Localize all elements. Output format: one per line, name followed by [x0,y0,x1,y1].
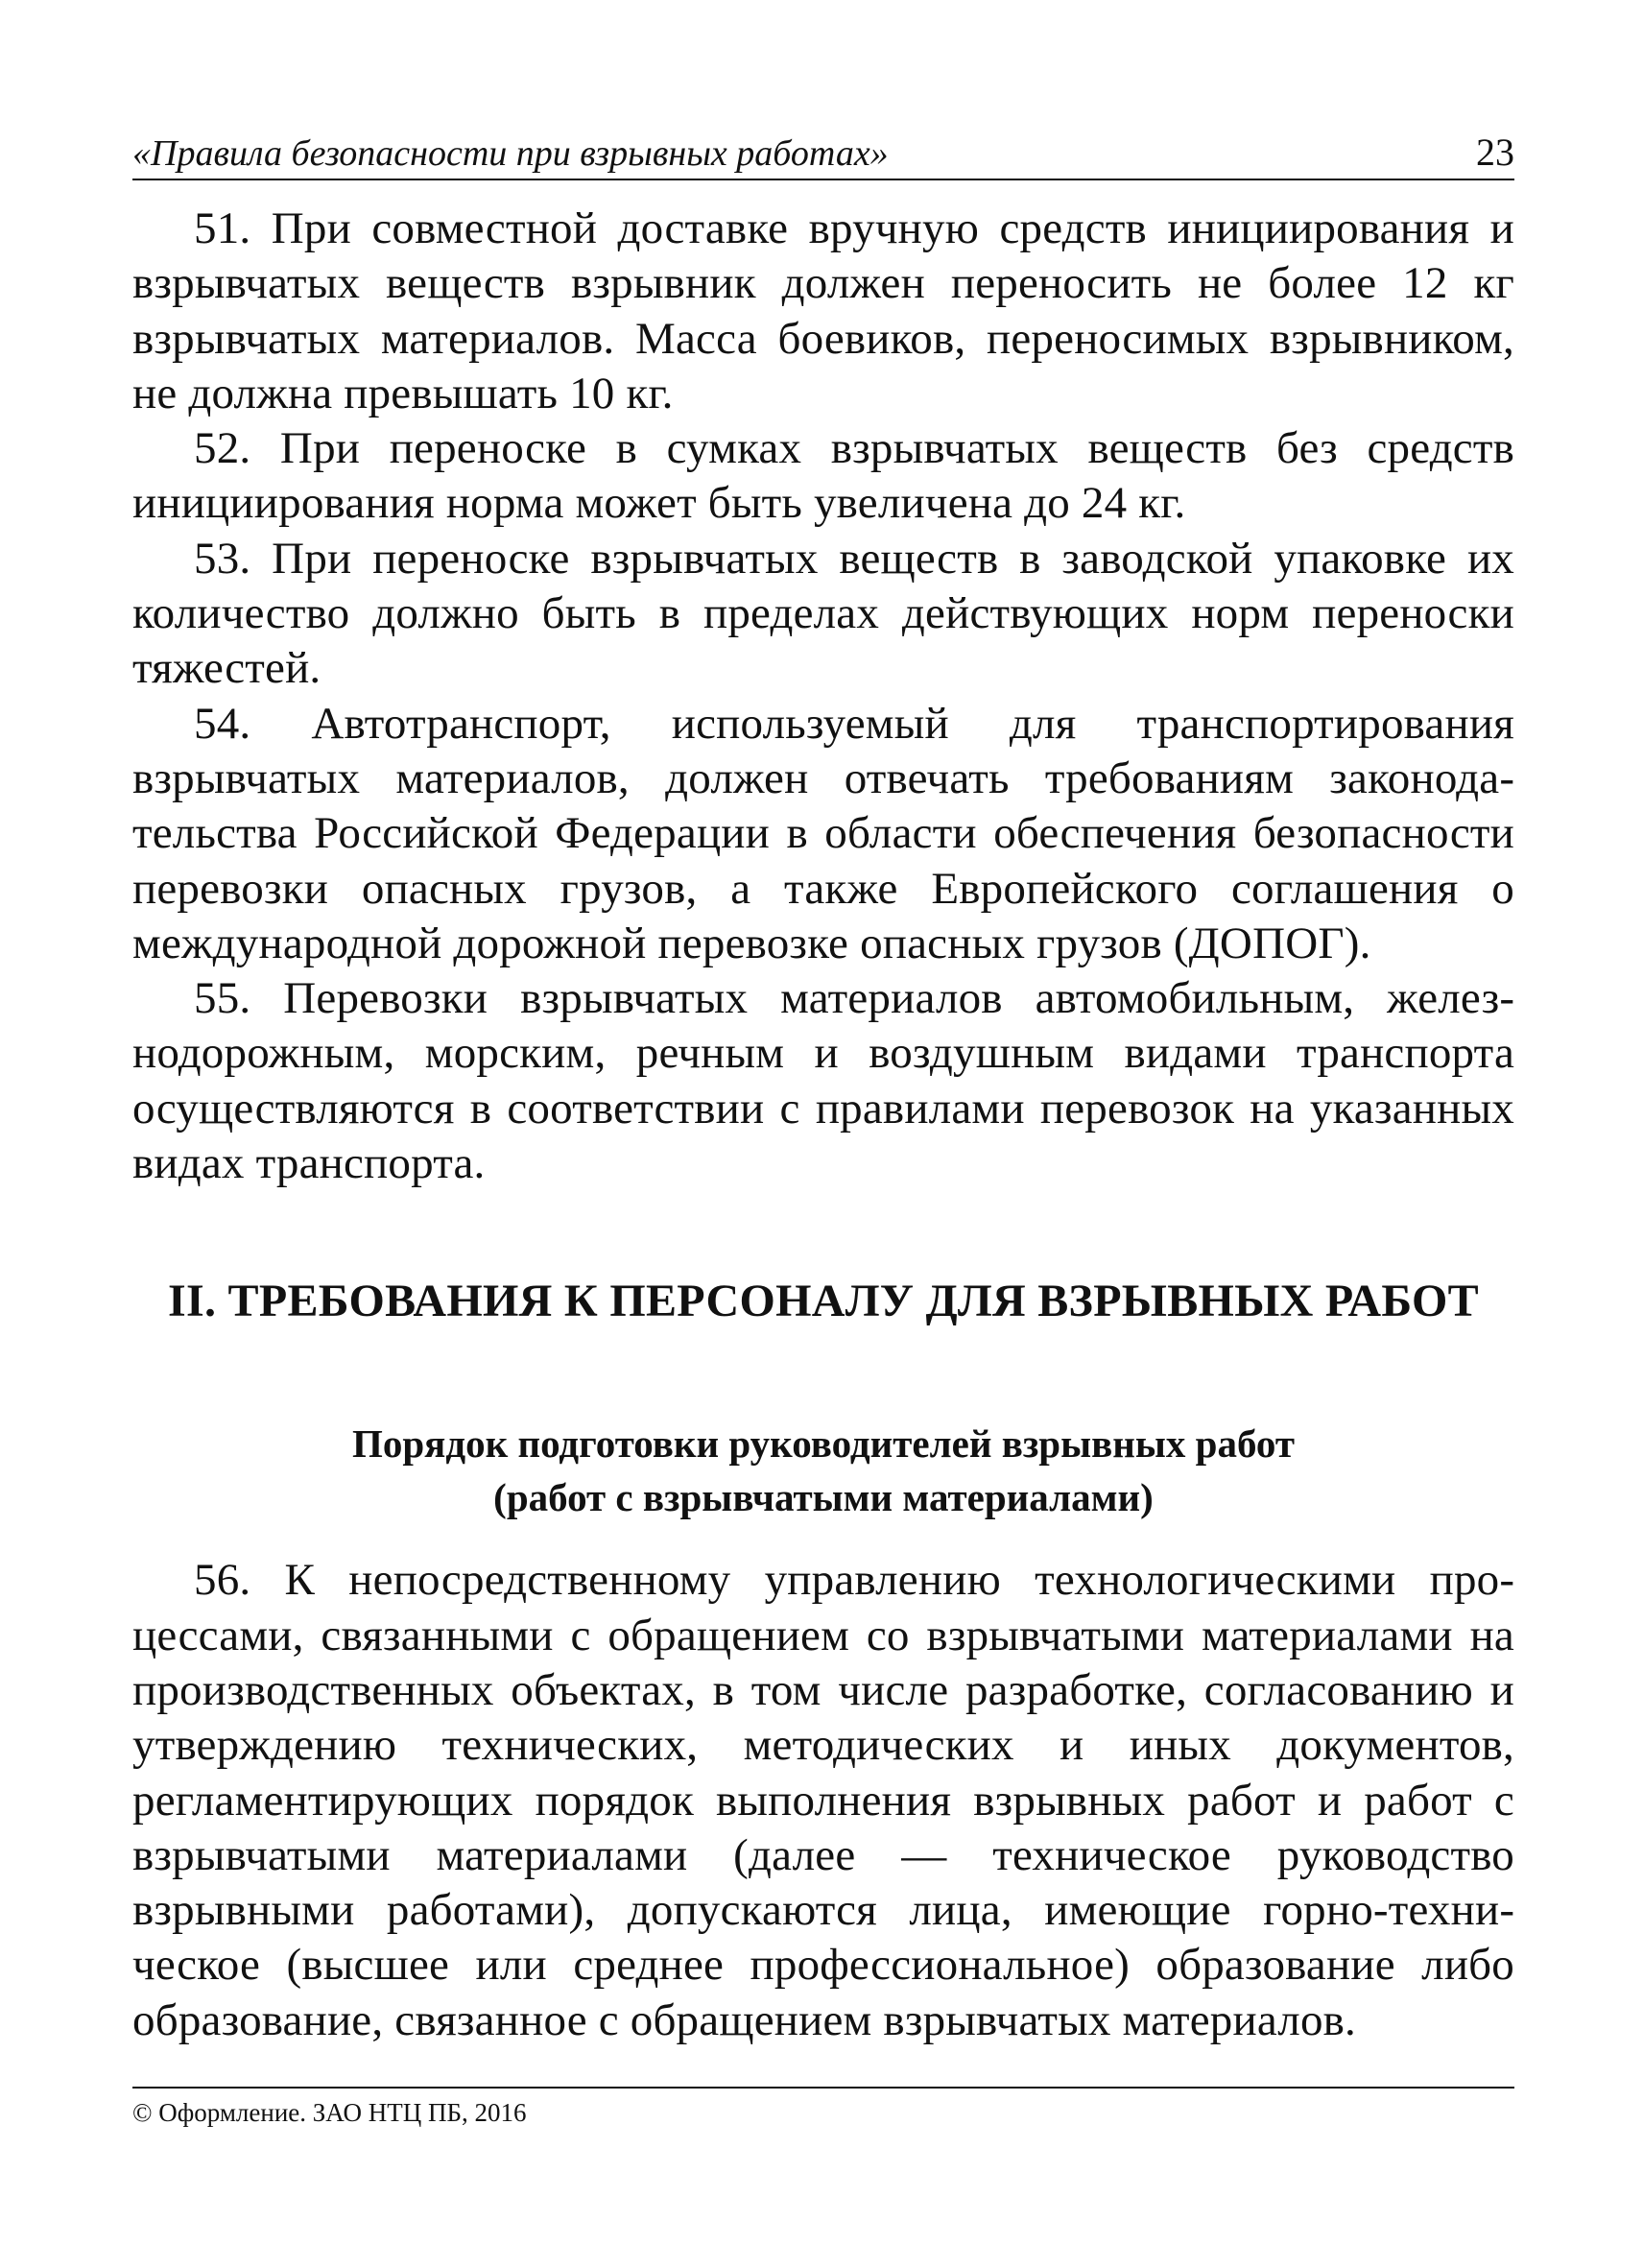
section-title [132,1417,1514,1524]
body-text [132,202,1514,2048]
chapter-title: II. ТРЕБОВАНИЯ К ПЕРСОНАЛУ ДЛЯ ВЗРЫВНЫХ РАБОТ [167,1276,1479,1327]
page-footer [132,2087,1514,2128]
section-title-line-1: Порядок подготовки руководителей взрывных работ [351,1421,1296,1467]
paragraph-51: 51. При совместной доставке вручную средств инициирования и взрывчатых веществ взрывник должен переносить не более 12 кг взрывчатых материалов. Масса боевиков, переносимых взрывником, не должна превышать 10 кг. [132,203,1514,418]
section-title-line-2: (работ с взрывчатыми материалами) [493,1475,1154,1520]
running-header [132,125,1514,180]
copyright-text: © Оформление. ЗАО НТЦ ПБ, 2016 [132,2098,527,2127]
document-page [132,125,1514,2048]
paragraph-56: 56. К непосредственному управлению технологическими процессами, связанными с обращением со взрывчатыми материалами на производственных объектах, в том числе разработке, согласованию и утверждению технических, методических и иных документов, регламентирующих порядок выполнения взрывных работ и работ с взрывчатыми материалами (далее — техническое руководство взрывными работами), допускаются лица, имеющие горно-техническое (высшее или среднее профессиональное) образование либо образование, связанное с обращением взрывчатых материалов. [132,1555,1514,2045]
paragraph-53: 53. При переноске взрывчатых веществ в заводской упаковке их количество должно быть в пределах действующих норм переноски тяжестей. [132,533,1514,694]
paragraph-52: 52. При переноске в сумках взрывчатых веществ без средств инициирования норма может быть увеличена до 24 кг. [132,423,1514,529]
paragraph-54: 54. Автотранспорт, используемый для транспортирования взрывчатых материалов, должен отвечать требованиям законодательства Российской Федерации в области обеспечения безопасности перевозки опасных грузов, а также Европейского соглашения о международной дорожной перевозке опасных грузов (ДОПОГ). [132,698,1514,968]
page-number: 23 [1476,131,1514,174]
running-title: «Правила безопасности при взрывных работах» [132,133,889,174]
paragraph-55: 55. Перевозки взрывчатых материалов автомобильным, железнодорожным, морским, речным и воздушным видами транспорта осуществляются в соответствии с правилами перевозок на указанных видах транспорта. [132,973,1514,1189]
